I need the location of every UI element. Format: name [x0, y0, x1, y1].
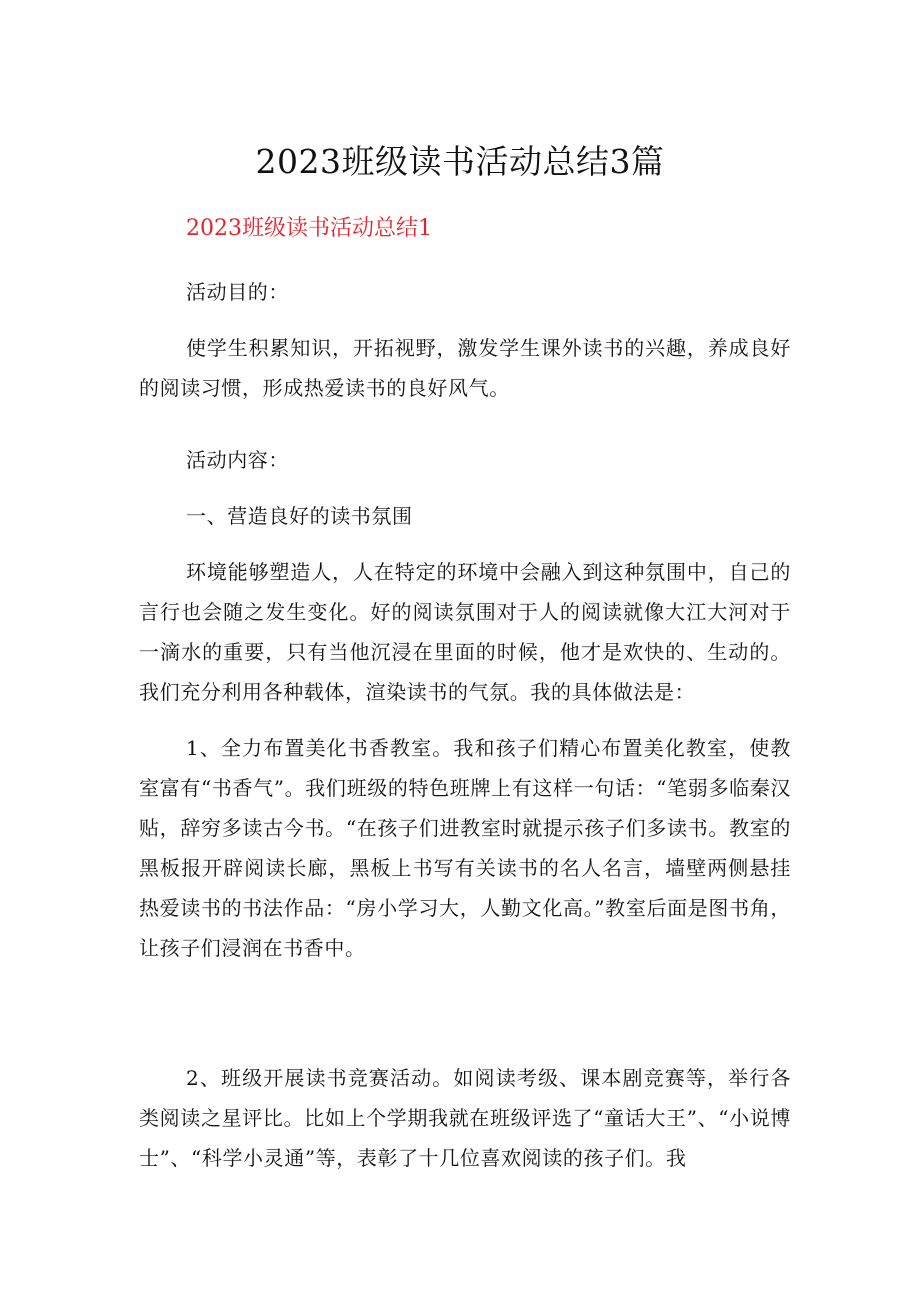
- paragraph-activity-purpose: 使学生积累知识，开拓视野，激发学生课外读书的兴趣，养成良好的阅读习惯，形成热爱读书的良好风气。: [139, 336, 791, 400]
- document-title: 2023班级读书活动总结3篇: [255, 142, 665, 181]
- section-title: 2023班级读书活动总结1: [186, 216, 432, 241]
- paragraph-environment: 环境能够塑造人，人在特定的环境中会融入到这种氛围中，自己的言行也会随之发生变化。好的阅读氛围对于人的阅读就像大江大河对于一滴水的重要，只有当他沉浸在里面的时候，他才是欢快的、生动的。我们充分利用各种载体，渲染读书的气氛。我的具体做法是：: [139, 560, 791, 704]
- paragraph-item-one: 1、全力布置美化书香教室。我和孩子们精心布置美化教室，使教室富有“书香气”。我们班级的特色班牌上有这样一句话：“笔弱多临秦汉贴，辞穷多读古今书。“在孩子们进教室时就提示孩子们多读书。教室的黑板报开辟阅读长廊，黑板上书写有关读书的名人名言，墙壁两侧悬挂热爱读书的书法作品：“房小学习大，人勤文化高。”教室后面是图书角，让孩子们浸润在书香中。: [139, 736, 791, 960]
- paragraph-section-one-heading: 一、营造良好的读书氛围: [186, 504, 413, 528]
- paragraph-activity-purpose-heading: 活动目的：: [186, 280, 289, 304]
- paragraph-item-two: 2、班级开展读书竞赛活动。如阅读考级、课本剧竞赛等，举行各类阅读之星评比。比如上个学期我就在班级评选了“童话大王”、“小说博士”、“科学小灵通”等，表彰了十几位喜欢阅读的孩子们。我: [139, 1066, 791, 1170]
- paragraph-activity-content-heading: 活动内容：: [186, 448, 289, 472]
